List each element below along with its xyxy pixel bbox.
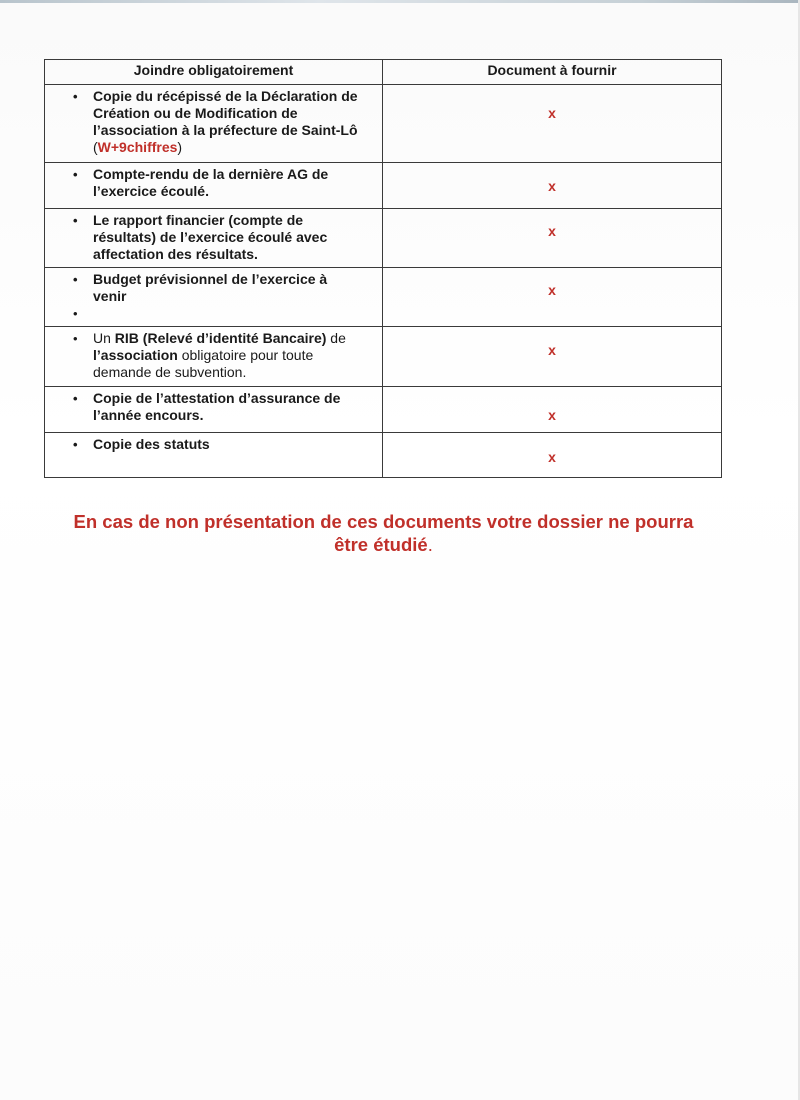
requirement-continuation <box>49 229 378 246</box>
document-mark-cell <box>383 268 722 327</box>
paren-close: ) <box>177 139 183 155</box>
requirement-continuation <box>49 288 378 305</box>
header-joindre-obligatoirement: Joindre obligatoirement <box>45 60 383 85</box>
required-mark: x <box>548 449 556 465</box>
rib-bold-text: RIB (Relevé d’identité Bancaire) <box>114 330 327 346</box>
requirement-text: venir <box>93 288 127 304</box>
required-mark: x <box>548 177 556 194</box>
association-bold-text: l’association <box>93 347 178 363</box>
table-row <box>45 163 722 209</box>
requirement-text: l’association à la préfecture de Saint-Lô <box>93 122 358 138</box>
requirement-continuation <box>49 139 378 156</box>
requirement-continuation <box>49 347 378 364</box>
requirement-cell <box>45 433 383 478</box>
requirement-continuation <box>49 246 378 263</box>
requirement-continuation <box>49 407 378 424</box>
table-row <box>45 327 722 387</box>
requirement-text: Création ou de Modification de <box>93 105 298 121</box>
requirement-cell <box>45 163 383 209</box>
requirement-text: Un <box>93 330 115 346</box>
list-item <box>49 271 378 288</box>
list-item <box>49 436 378 453</box>
requirement-text: Copie du récépissé de la Déclaration de <box>93 88 358 104</box>
table-row <box>45 85 722 163</box>
requirement-continuation <box>49 364 378 381</box>
requirement-text: affectation des résultats. <box>93 246 258 262</box>
requirement-cell <box>45 387 383 433</box>
requirement-continuation <box>49 183 378 200</box>
requirement-text: Budget prévisionnel de l’exercice à <box>93 271 328 287</box>
table-row <box>45 433 722 478</box>
required-mark: x <box>548 407 556 423</box>
requirement-text: Copie de l’attestation d’assurance de <box>93 390 341 406</box>
table-header-row <box>45 60 722 85</box>
requirement-continuation <box>49 122 378 139</box>
warning-text: être étudié <box>334 534 428 555</box>
missing-documents-warning <box>30 510 737 556</box>
requirement-cell <box>45 327 383 387</box>
requirement-text: l’exercice écoulé. <box>93 183 209 199</box>
bullet-icon: • <box>73 213 78 228</box>
w-number-highlight: W+9chiffres <box>97 139 178 155</box>
table-row <box>45 387 722 433</box>
bullet-icon: • <box>73 331 78 346</box>
table-row <box>45 268 722 327</box>
requirement-cell <box>45 85 383 163</box>
bullet-icon: • <box>73 391 78 406</box>
required-mark: x <box>548 342 556 358</box>
required-mark: x <box>548 223 556 239</box>
required-mark: x <box>548 282 556 298</box>
document-mark-cell <box>383 163 722 209</box>
document-mark-cell <box>383 433 722 478</box>
bullet-icon: • <box>73 437 78 452</box>
requirement-cell <box>45 268 383 327</box>
bullet-icon: • <box>73 167 78 182</box>
requirement-text: obligatoire pour toute <box>177 347 314 363</box>
warning-line <box>30 533 737 556</box>
table-row <box>45 209 722 268</box>
requirement-text: Compte-rendu de la dernière AG de <box>93 166 329 182</box>
list-item <box>49 330 378 347</box>
document-mark-cell <box>383 85 722 163</box>
bullet-icon: • <box>73 306 78 321</box>
bullet-icon: • <box>73 272 78 287</box>
requirement-text: de <box>326 330 346 346</box>
requirement-continuation <box>49 105 378 122</box>
requirement-text: l’année encours. <box>93 407 204 423</box>
list-item <box>49 88 378 105</box>
requirement-text: Le rapport financier (compte de <box>93 212 304 228</box>
document-mark-cell <box>383 327 722 387</box>
requirement-text: Copie des statuts <box>93 436 210 452</box>
list-item-empty <box>49 305 378 322</box>
required-documents-table <box>44 59 722 478</box>
scan-top-edge <box>0 0 800 3</box>
requirement-cell <box>45 209 383 268</box>
document-mark-cell <box>383 209 722 268</box>
warning-line: En cas de non présentation de ces documents votre dossier ne pourra <box>73 511 694 532</box>
required-mark: x <box>548 105 556 121</box>
document-mark-cell <box>383 387 722 433</box>
requirement-text: demande de subvention. <box>93 364 247 380</box>
list-item <box>49 166 378 183</box>
paren-open: ( <box>93 139 98 155</box>
list-item <box>49 390 378 407</box>
warning-trailing-period: . <box>427 534 433 555</box>
header-document-a-fournir: Document à fournir <box>383 60 722 85</box>
list-item <box>49 212 378 229</box>
bullet-icon: • <box>73 89 78 104</box>
requirement-text: résultats) de l’exercice écoulé avec <box>93 229 328 245</box>
